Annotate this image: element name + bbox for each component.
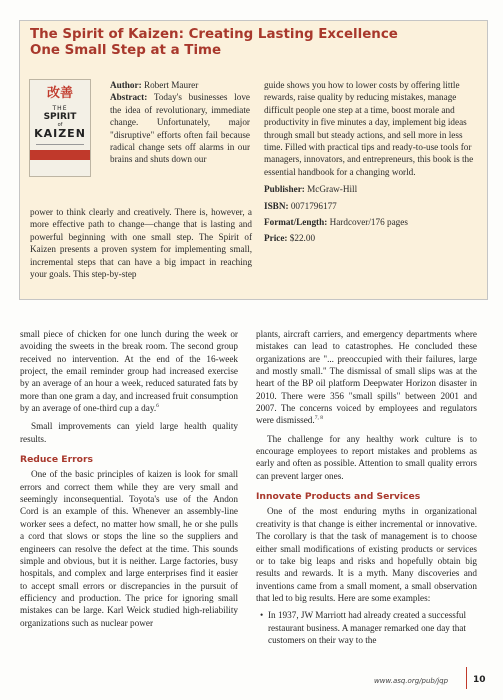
cover-rule [36,144,84,145]
section-heading-innovate: Innovate Products and Services [256,491,421,503]
book-info-right [264,79,482,245]
abstract-part3: guide shows you how to lower costs by offering little rewards, raise quality by reducing mistakes, manage difficult people one step at a time, boost morale and productivity in five minutes a day, implement big ideas through small but steady actions, and sell more in less time. Filled with practical tips and ready-to-use tools for managers, innovators, and entrepreneurs, this book is the essential handbook for a changing world. [264,80,474,177]
publisher-value: McGraw-Hill [307,184,358,195]
cover-band [30,150,90,160]
box-title-line2: One Small Step at a Time [30,43,222,58]
price-value: $22.00 [289,233,316,244]
abstract-part1: Today's businesses love the idea of revolutionary, immediate change. Unfortunately, major "disruptive" efforts often fail because radical change sets off alarms in our brains and shuts down our [110,92,251,165]
reference-marker: 7, 8 [314,415,323,422]
cover-of: of [57,122,63,128]
article-column-right [256,328,477,646]
abstract-part2: power to think clearly and creatively. There is, however, a more effective path to change—change that is lasting and powerful beginning with one small step. The Spirit of Kaizen presents a proven system for implementing small, incremental steps that can have a big impact in reaching your goals. This step-by-step [30,207,252,280]
author-value: Robert Maurer [143,80,199,90]
article-column-left [20,328,238,629]
author-label: Author: [110,80,142,90]
cover-the: THE [52,105,68,112]
price-label: Price: [264,233,288,244]
bullet-item [256,609,477,646]
isbn-value: 0071796177 [290,200,337,211]
bullet-dot-icon: • [260,610,264,621]
book-cover [29,79,91,177]
paragraph [20,328,238,414]
col2-p1: plants, aircraft carriers, and emergency departments where mistakes can lead to catastrophes. He concluded these organizations are "... preoccupied with their failures, large and mostly small." The dismissal of small slips was at the heart of the BP oil platform Deepwater Horizon disaster in 2010. There were 356 "small spills" between 2001 and 2007. The concerns voiced by employees and regulators were dismissed. [256,329,477,426]
abstract-label: Abstract: [110,92,148,103]
col1-p2: Small improvements can yield large health quality results. [20,421,238,444]
footer-divider [466,667,467,689]
cover-kanji: 改善 [46,86,73,101]
section-heading-reduce-errors: Reduce Errors [20,454,93,466]
book-review-box [19,20,488,300]
col1-p1: small piece of chicken for one lunch during the week or avoiding the sweets in the break room. The second group received no intervention. At the end of the 16-week project, the email reminder group had increased exercise by an average of an hour a week, reduced saturated fats by more than one gram a day, and increased fruit consumption by an average of one-third cup a day. [20,329,238,414]
cover-spirit: SPIRIT [43,112,77,122]
book-info-top [110,79,250,166]
isbn-label: ISBN: [264,200,289,211]
box-title-line1: The Spirit of Kaizen: Creating Lasting Excellence [30,27,398,42]
col2-p2: The challenge for any healthy work culture is to encourage employees to report mistakes and problems as early and often as possible. Attention to small quality errors can prevent larger ones. [256,433,477,481]
bullet1-text: In 1937, JW Marriott had already created a successful restaurant business. A manager remarked one day that customers on their way to the [268,610,467,645]
cover-kaizen: KAIZEN [34,127,86,140]
reference-marker: 6 [156,403,159,409]
book-abstract-continued [30,206,252,280]
publisher-label: Publisher: [264,184,305,195]
footer-url: www.asq.org/pub/jqp [374,677,449,685]
box-title [30,27,480,59]
page-number: 10 [473,675,486,685]
format-label: Format/Length: [264,217,328,228]
col1-p3: One of the basic principles of kaizen is look for small errors and correct them while they are very small and seemingly inconsequential. Toyota's use of the Andon Cord is an example of this. Whenever an assembly-line worker sees a defect, no matter how small, he or she pulls a cord that slows or stops the line so the suppliers and engineers can resolve the defect at the time. This sounds simple and obvious, but it is neither. Large factories, busy hospitals, and complex and large enterprises find it easier to accept small errors or discrepancies in the pursuit of efficiency and production. The price for ignoring small mistakes can be large. Karl Weick studied high-reliability organizations such as nuclear power [20,469,238,628]
col2-p3: One of the most enduring myths in organizational creativity is that change is either incremental or innovative. The corollary is that the task of management is to choose either small modifications of existing products or services or to take big leaps and risks and hopefully obtain big results and rewards. It is a myth. Many discoveries and inventions came from a small moment, a small observation that led to big results. Here are some examples: [256,506,477,603]
paragraph [256,328,477,427]
format-value: Hardcover/176 pages [329,217,408,228]
